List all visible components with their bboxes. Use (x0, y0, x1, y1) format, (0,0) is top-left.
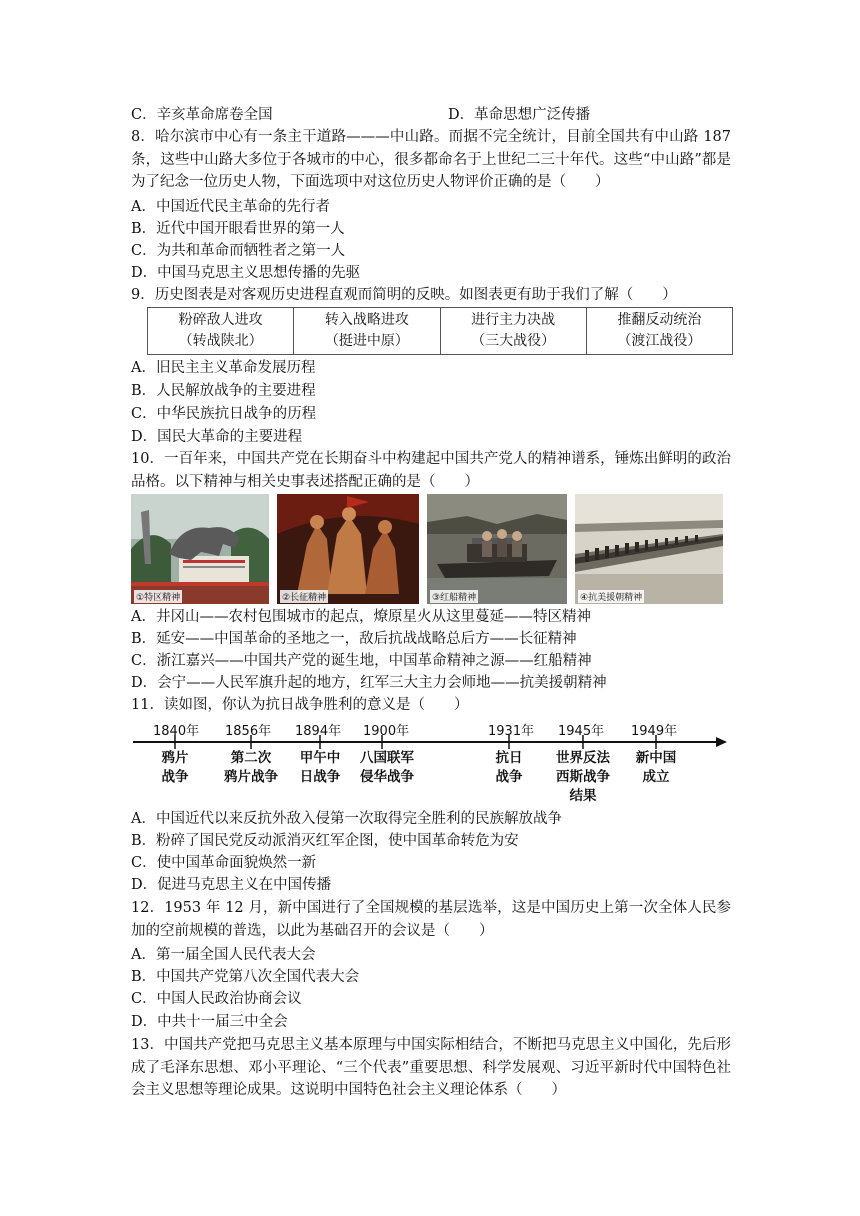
timeline-year-1856: 1856年 (225, 724, 272, 739)
q10-option-c: C．浙江嘉兴——中国共产党的诞生地，中国革命精神之源——红船精神 (131, 653, 592, 669)
q7-option-c: C．辛亥革命席卷全国 (131, 107, 273, 123)
q9-stage-table (147, 307, 733, 355)
stage-cell-3: 进行主力决战 （三大战役） (440, 308, 586, 355)
timeline-event-anti-japanese-war: 抗日 战争 (495, 750, 523, 785)
timeline-event-anti-fascist-war: 世界反法 西斯战争 结果 (556, 750, 610, 804)
q11-option-a: A．中国近代以来反抗外敌入侵第一次取得完全胜利的民族解放战争 (131, 811, 562, 827)
q10-option-d: D．会宁——人民军旗升起的地方，红军三大主力会师地——抗美援朝精神 (131, 675, 607, 691)
q12-option-b: B．中国共产党第八次全国代表大会 (131, 969, 360, 985)
stage-cell-1: 粉碎敌人进攻 （转战陕北） (148, 308, 294, 355)
photo-tequ-spirit (131, 494, 269, 604)
timeline-year-1894: 1894年 (295, 724, 342, 739)
caption-4: ④抗美援朝精神 (578, 590, 644, 603)
photo-hongchuan-spirit (427, 494, 567, 604)
q11-option-b: B．粉碎了国民党反动派消灭红军企图，使中国革命转危为安 (131, 833, 519, 849)
q10-option-a: A．井冈山——农村包围城市的起点，燎原星火从这里蔓延——特区精神 (131, 609, 591, 625)
q11-option-d: D．促进马克思主义在中国传播 (131, 877, 332, 893)
caption-3: ③红船精神 (430, 590, 478, 603)
q9-option-d: D．国民大革命的主要进程 (131, 429, 303, 445)
stage-cell-4: 推翻反动统治 （渡江战役） (586, 308, 732, 355)
timeline-event-prc-founded: 新中国 成立 (635, 750, 677, 785)
q7-option-d: D．革命思想广泛传播 (448, 107, 591, 123)
timeline-year-1931: 1931年 (488, 724, 535, 739)
photo-changzheng-spirit (277, 494, 419, 604)
stage-cell-2: 转入战略进攻 （挺进中原） (294, 308, 440, 355)
timeline-year-1840: 1840年 (153, 724, 200, 739)
timeline-year-1900: 1900年 (363, 724, 410, 739)
q9-option-a: A．旧民主主义革命发展历程 (131, 360, 316, 376)
photo-kangmei-spirit (575, 494, 723, 604)
q13-stem: 13．中国共产党把马克思主义基本原理与中国实际相结合，不断把马克思主义中国化，先后形成了毛泽东思想、邓小平理论、“三个代表”重要思想、科学发展观、习近平新时代中国特色社会主义思想等理论成果。这说明中国特色社会主义理论体系（ ） (131, 1037, 731, 1099)
timeline-year-1945: 1945年 (558, 724, 605, 739)
timeline-event-eight-nation-alliance: 八国联军 侵华战争 (360, 750, 414, 785)
q10-stem: 10．一百年来，中国共产党在长期奋斗中构建起中国共产党人的精神谱系，锤炼出鲜明的政治品格。以下精神与相关史事表述搭配正确的是（ ） (131, 451, 731, 490)
q12-option-c: C．中国人民政治协商会议 (131, 991, 302, 1007)
q8-option-a: A．中国近代民主革命的先行者 (131, 199, 330, 215)
q12-option-d: D．中共十一届三中全会 (131, 1014, 288, 1030)
q10-photo-strip (131, 494, 723, 604)
q8-option-b: B．近代中国开眼看世界的第一人 (131, 221, 345, 237)
q8-stem: 8．哈尔滨市中心有一条主干道路———中山路。而据不完全统计，目前全国共有中山路 187 条，这些中山路大多位于各城市的中心，很多都命名于上世纪二三十年代。这些“中山路”都是为了纪念一位历史人物，下面选项中对这位历史人物评价正确的是（ ） (131, 129, 731, 191)
q11-timeline (131, 720, 728, 806)
caption-2: ②长征精神 (280, 590, 328, 603)
timeline-year-1949: 1949年 (631, 724, 678, 739)
q12-stem: 12．1953 年 12 月，新中国进行了全国规模的基层选举，这是中国历史上第一次全体人民参加的空前规模的普选，以此为基础召开的会议是（ ） (131, 900, 731, 939)
q10-option-b: B．延安——中国革命的圣地之一，敌后抗战战略总后方——长征精神 (131, 631, 577, 647)
caption-1: ①特区精神 (134, 590, 182, 603)
q11-stem: 11．读如图，你认为抗日战争胜利的意义是（ ） (131, 697, 469, 713)
q8-option-d: D．中国马克思主义思想传播的先驱 (131, 265, 361, 281)
timeline-event-sino-japanese-war: 甲午中 日战争 (299, 750, 341, 785)
q11-option-c: C．使中国革命面貌焕然一新 (131, 855, 317, 871)
q9-stem: 9．历史图表是对客观历史进程直观而简明的反映。如图表更有助于我们了解（ ） (131, 287, 677, 303)
timeline-event-second-opium-war: 第二次 鸦片战争 (224, 750, 278, 785)
timeline-event-opium-war: 鸦片 战争 (161, 750, 189, 785)
q12-option-a: A．第一届全国人民代表大会 (131, 947, 316, 963)
q9-option-c: C．中华民族抗日战争的历程 (131, 406, 317, 422)
q9-option-b: B．人民解放战争的主要进程 (131, 383, 316, 399)
q8-option-c: C．为共和革命而牺牲者之第一人 (131, 243, 346, 259)
